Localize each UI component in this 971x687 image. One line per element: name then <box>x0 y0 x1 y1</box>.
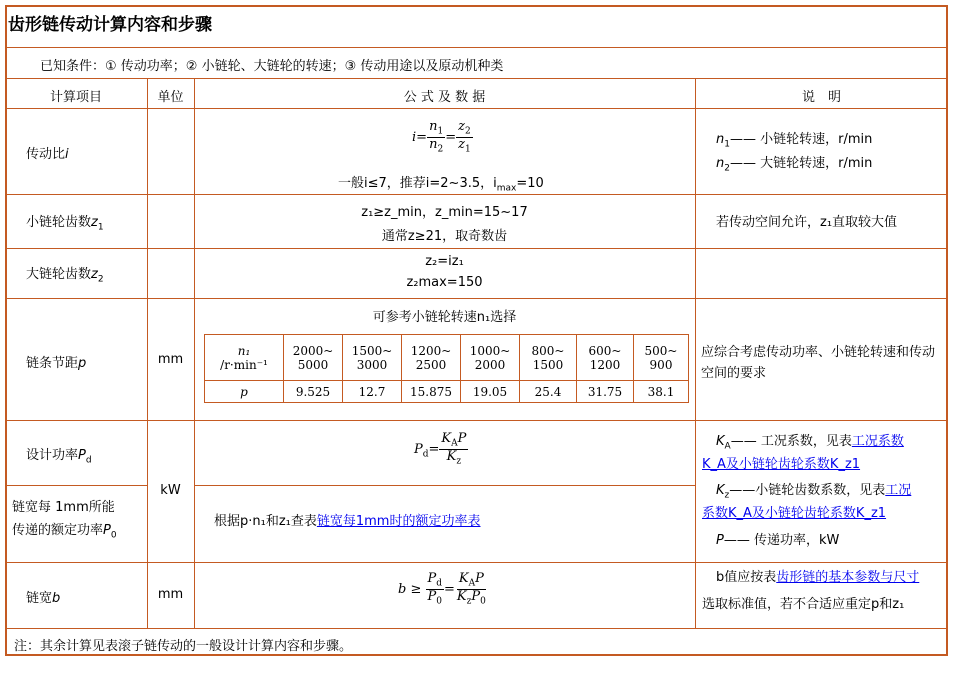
table-cell: 25.4 <box>520 381 577 403</box>
width-formula: b ≥ $\frac{P_d}{P_0}$ = $\frac{K_AP}{K_zP_0}$ <box>398 571 486 607</box>
table-cell: 500~ 900 <box>634 335 689 381</box>
unit-power: kW <box>160 483 181 498</box>
item-width: 链宽b <box>26 591 61 606</box>
large-teeth-line2: z₂max=150 <box>406 275 483 290</box>
item-rated-power-2: 传递的额定功率$P_0$ <box>12 523 117 541</box>
small-teeth-line1: z₁≥z_min，z_min=15~17 <box>361 205 528 220</box>
design-power-formula: $P_d=$ $\frac{K_AP}{K_z}$ <box>414 431 467 467</box>
divider <box>194 78 195 628</box>
divider <box>5 485 147 486</box>
item-design-power: 设计功率$P_d$ <box>26 448 92 466</box>
table-cell: p <box>205 381 284 403</box>
footnote: 注：其余计算见表滚子链传动的一般设计计算内容和步骤。 <box>14 639 353 654</box>
width-note-2: 选取标准值，若不合适应重定p和z₁ <box>702 597 905 612</box>
ratio-formula: i= $\frac{n_1}{n_2}$ = $\frac{z_2}{z_1}$ <box>412 119 471 155</box>
note-kz: $K_z——$小链轮齿数系数，见表工况 <box>716 483 912 501</box>
kz-link-2[interactable]: 系数K_A及小链轮齿轮系数K_z1 <box>702 506 887 521</box>
table-row <box>205 381 689 403</box>
header-item: 计算项目 <box>49 90 102 105</box>
unit-width: mm <box>157 587 184 602</box>
known-conditions: 已知条件：① 传动功率；② 小链轮、大链轮的转速；③ 传动用途以及原动机种类 <box>40 59 504 74</box>
table-cell: 15.875 <box>402 381 461 403</box>
width-table-link[interactable]: 齿形链的基本参数与尺寸 <box>776 570 920 585</box>
table-cell: 600~ 1200 <box>577 335 634 381</box>
table-cell: n₁ /r·min⁻¹ <box>205 335 284 381</box>
table-cell: 2000~ 5000 <box>284 335 343 381</box>
rated-power-formula: 根据p·n₁和z₁查表链宽每1mm时的额定功率表 <box>214 514 481 529</box>
width-note-1: b值应按表齿形链的基本参数与尺寸 <box>716 570 920 585</box>
ka-link-1[interactable]: 工况系数 <box>851 434 904 449</box>
table-cell: 9.525 <box>284 381 343 403</box>
header-unit: 单位 <box>157 90 184 105</box>
divider <box>695 78 696 628</box>
ratio-note-n2: $n_2——$ 大链轮转速，r/min <box>716 156 873 174</box>
table-cell: 12.7 <box>343 381 402 403</box>
small-teeth-note: 若传动空间允许，z₁直取较大值 <box>716 215 898 230</box>
ratio-note-n1: $n_1——$ 小链轮转速，r/min <box>716 132 873 150</box>
table-cell: 31.75 <box>577 381 634 403</box>
page-title: 齿形链传动计算内容和步骤 <box>8 15 212 35</box>
table-cell: 1500~ 3000 <box>343 335 402 381</box>
note-p: P—— 传递功率，kW <box>716 533 840 548</box>
divider <box>5 47 948 48</box>
item-small-teeth: 小链轮齿数$z_1$ <box>26 215 104 233</box>
table-cell: 800~ 1500 <box>520 335 577 381</box>
table-cell: 1000~ 2000 <box>461 335 520 381</box>
rated-power-table-link[interactable]: 链宽每1mm时的额定功率表 <box>316 514 481 529</box>
small-teeth-line2: 通常z≥21，取奇数齿 <box>381 229 508 244</box>
divider <box>194 485 695 486</box>
header-formula: 公 式 及 数 据 <box>403 90 486 105</box>
ratio-recommend: 一般i≤7，推荐i=2~3.5，$i_{max}=10$ <box>338 176 544 194</box>
header-note: 说 明 <box>801 90 841 105</box>
table-cell: 19.05 <box>461 381 520 403</box>
table-cell: 38.1 <box>634 381 689 403</box>
unit-pitch: mm <box>157 352 184 367</box>
divider <box>5 628 948 629</box>
pitch-intro: 可参考小链轮转速n₁选择 <box>372 310 517 325</box>
note-kz-cont <box>702 502 886 521</box>
kz-link-1[interactable]: 工况 <box>885 483 912 498</box>
ka-link-2[interactable]: K_A及小链轮齿轮系数K_z1 <box>702 457 861 472</box>
pitch-note: 应综合考虑传动功率、小链轮转速和传动空间的要求 <box>701 345 936 381</box>
note-ka-cont <box>702 453 860 472</box>
note-ka: $K_A——$ 工况系数，见表工况系数 <box>716 434 904 452</box>
item-large-teeth: 大链轮齿数$z_2$ <box>26 267 104 285</box>
table-row <box>205 335 689 381</box>
item-rated-power-1: 链宽每 1mm所能 <box>12 500 115 515</box>
table-cell: 1200~ 2500 <box>402 335 461 381</box>
large-teeth-line1: z₂=iz₁ <box>425 254 464 269</box>
item-ratio: 传动比i <box>26 147 69 162</box>
item-pitch: 链条节距p <box>26 356 87 371</box>
pitch-table <box>204 334 689 403</box>
